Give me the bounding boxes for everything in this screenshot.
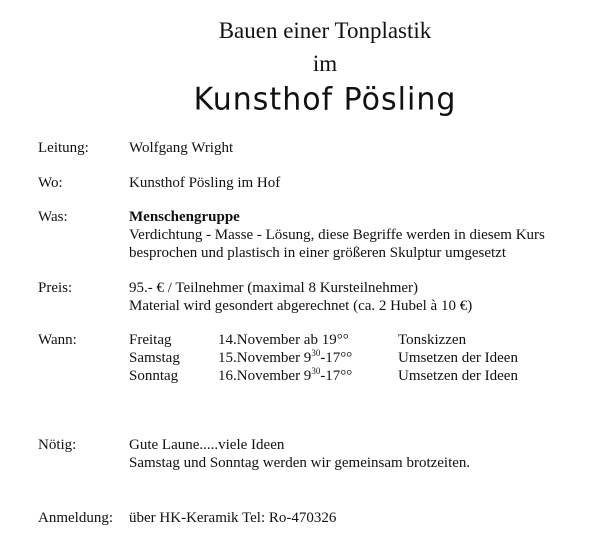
schedule-date-time [218, 367, 352, 386]
schedule-time-end: -17°° [320, 368, 353, 384]
schedule-day: Freitag [129, 332, 172, 348]
noetig-line-1: Gute Laune.....viele Ideen [129, 437, 285, 453]
leitung-value: Wolfgang Wright [129, 140, 234, 156]
wann-label: Wann: [38, 332, 77, 348]
schedule-date-time [218, 331, 349, 350]
title-line-1: Bauen einer Tonplastik [218, 18, 432, 43]
schedule-time-minutes: 30 [311, 366, 321, 376]
schedule-activity: Umsetzen der Ideen [398, 368, 518, 384]
schedule-day: Sonntag [129, 368, 179, 384]
title-line-2: im [312, 51, 338, 76]
preis-label: Preis: [38, 280, 73, 296]
noetig-line-2: Samstag und Sonntag werden wir gemeinsam brotzeiten. [129, 455, 471, 471]
title-venue: Kunsthof Pösling [193, 81, 457, 118]
was-title: Menschengruppe [129, 209, 240, 225]
schedule-time-end: -17°° [320, 350, 353, 366]
anmeldung-label: Anmeldung: [38, 510, 113, 526]
preis-line-1: 95.- € / Teilnehmer (maximal 8 Kursteilnehmer) [129, 280, 419, 296]
schedule-date: 14.November ab 19°° [218, 332, 349, 348]
schedule-time-minutes: 30 [311, 348, 321, 358]
was-description-line-2: besprochen und plastisch in einer größeren Skulptur umgesetzt [129, 245, 506, 261]
schedule-date: 16.November 9 [218, 368, 312, 384]
preis-line-2: Material wird gesondert abgerechnet (ca. 2 Hubel à 10 €) [129, 298, 473, 314]
schedule-day: Samstag [129, 350, 180, 366]
schedule-activity: Tonskizzen [398, 332, 467, 348]
anmeldung-value: über HK-Keramik Tel: Ro-470326 [129, 510, 337, 526]
leitung-label: Leitung: [38, 140, 89, 156]
was-description-line-1: Verdichtung - Masse - Lösung, diese Begriffe werden in diesem Kurs [129, 227, 545, 243]
schedule-activity: Umsetzen der Ideen [398, 350, 518, 366]
schedule-date-time [218, 349, 352, 368]
wo-value: Kunsthof Pösling im Hof [129, 175, 281, 191]
wo-label: Wo: [38, 175, 63, 191]
schedule-date: 15.November 9 [218, 350, 312, 366]
noetig-label: Nötig: [38, 437, 77, 453]
was-label: Was: [38, 209, 68, 225]
